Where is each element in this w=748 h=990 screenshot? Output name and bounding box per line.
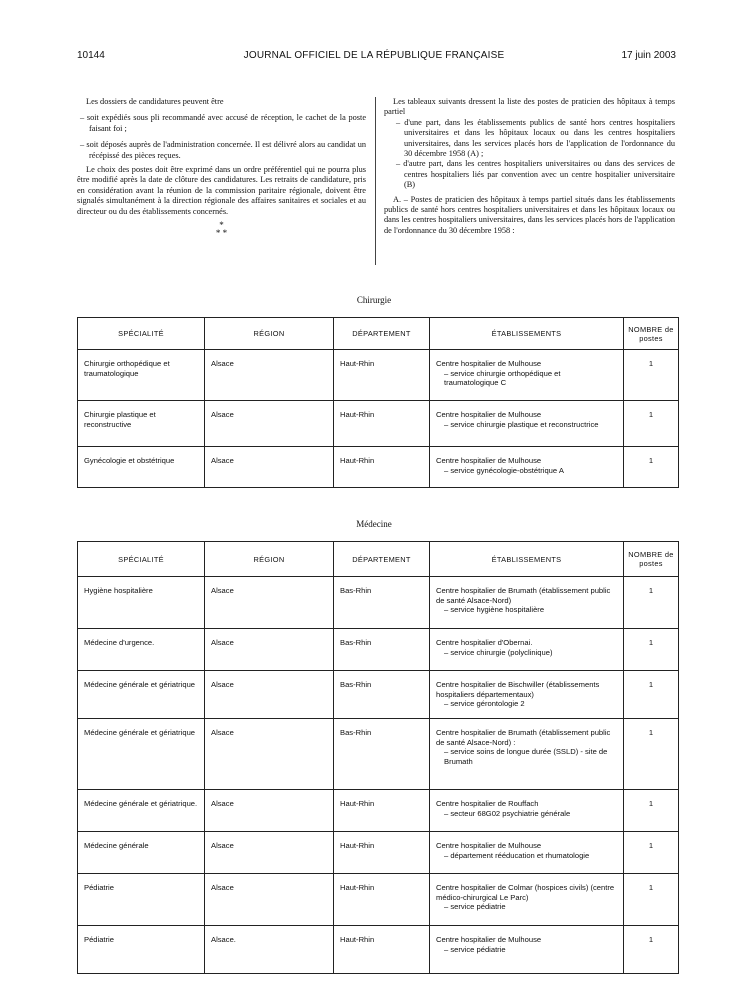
cell-departement: Bas-Rhin xyxy=(334,629,430,671)
cell-nombre: 1 xyxy=(624,926,679,974)
right-bullet-2: – d'autre part, dans les centres hospitaliers universitaires ou dans des services de centres hospitaliers liés par convention avec un centre hospitalier universitaire (B) xyxy=(396,159,675,190)
column-divider xyxy=(375,97,376,265)
cell-region: Alsace xyxy=(205,447,334,488)
cell-specialite: Médecine générale et gériatrique. xyxy=(78,790,205,832)
cell-etablissement xyxy=(430,401,624,447)
col-header-etablissements: ÉTABLISSEMENTS xyxy=(430,318,624,350)
table-row xyxy=(78,719,679,790)
cell-etablissement xyxy=(430,874,624,926)
cell-region: Alsace xyxy=(205,790,334,832)
cell-region: Alsace xyxy=(205,832,334,874)
cell-nombre: 1 xyxy=(624,577,679,629)
cell-departement: Haut-Rhin xyxy=(334,926,430,974)
service-name: – service soins de longue durée (SSLD) - site de Brumath xyxy=(444,747,608,766)
etablissement-name: Centre hospitalier de Mulhouse xyxy=(436,359,542,368)
col-header-region: RÉGION xyxy=(205,318,334,350)
right-bullet-1: – d'une part, dans les établissements publics de santé hors centres hospitaliers universitaires et dans les hôpitaux locaux ou dans les centres hospitaliers universitaires, dans les services placés hors de l'application de l'ordonnance du 30 décembre 1958 (A) ; xyxy=(396,117,675,159)
service-name: – service gérontologie 2 xyxy=(444,699,525,709)
left-intro: Les dossiers de candidatures peuvent être xyxy=(86,97,224,106)
section-title-chirurgie: Chirurgie xyxy=(356,295,392,305)
journal-title: JOURNAL OFFICIEL DE LA RÉPUBLIQUE FRANÇAISE xyxy=(243,50,505,61)
cell-etablissement xyxy=(430,671,624,719)
cell-specialite: Hygiène hospitalière xyxy=(78,577,205,629)
cell-specialite: Médecine générale et gériatrique xyxy=(78,719,205,790)
etablissement-name: Centre hospitalier de Rouffach xyxy=(436,799,539,808)
cell-etablissement xyxy=(430,790,624,832)
cell-nombre: 1 xyxy=(624,671,679,719)
cell-region: Alsace xyxy=(205,401,334,447)
service-name: – service pédiatrie xyxy=(444,902,506,912)
cell-etablissement xyxy=(430,350,624,401)
table-row xyxy=(78,401,679,447)
cell-etablissement xyxy=(430,629,624,671)
cell-region: Alsace. xyxy=(205,926,334,974)
table-medecine xyxy=(77,541,679,974)
cell-region: Alsace xyxy=(205,719,334,790)
cell-etablissement xyxy=(430,447,624,488)
cell-departement: Haut-Rhin xyxy=(334,401,430,447)
issue-date: 17 juin 2003 xyxy=(621,50,676,61)
cell-departement: Haut-Rhin xyxy=(334,447,430,488)
cell-nombre: 1 xyxy=(624,719,679,790)
cell-nombre: 1 xyxy=(624,790,679,832)
service-name: – service pédiatrie xyxy=(444,944,506,954)
service-name: – service chirurgie plastique et reconstructrice xyxy=(444,419,599,429)
cell-region: Alsace xyxy=(205,671,334,719)
etablissement-name: Centre hospitalier de Bischwiller (établissements hospitaliers départementaux) xyxy=(436,680,600,699)
separator-stars: * * * xyxy=(215,220,228,239)
cell-nombre: 1 xyxy=(624,350,679,401)
cell-specialite: Médecine d'urgence. xyxy=(78,629,205,671)
left-bullet-2: – soit déposés auprès de l'administration concernée. Il est délivré alors au candidat un récépissé des pièces reçues. xyxy=(80,140,366,160)
cell-nombre: 1 xyxy=(624,832,679,874)
right-intro: Les tableaux suivants dressent la liste des postes de praticien des hôpitaux à temps partiel xyxy=(384,97,675,117)
etablissement-name: Centre hospitalier de Mulhouse xyxy=(436,410,542,419)
cell-region: Alsace xyxy=(205,577,334,629)
col-header-departement: DÉPARTEMENT xyxy=(334,542,430,577)
table-row xyxy=(78,832,679,874)
left-paragraph: Le choix des postes doit être exprimé dans un ordre préférentiel qui ne pourra plus être modifié après la date de clôture des candidatures. Les retraits de candidature, pris en considération avant la réunion de la commission paritaire régionale, doivent être signalés simultanément à la direction régionale des affaires sanitaires et sociales et au directeur ou du des établissements concernés. xyxy=(77,165,366,216)
left-bullet-1: – soit expédiés sous pli recommandé avec accusé de réception, le cachet de la poste faisant foi ; xyxy=(80,113,366,133)
service-name: – service chirurgie (polyclinique) xyxy=(444,647,553,657)
cell-etablissement xyxy=(430,577,624,629)
table-row xyxy=(78,350,679,401)
table-row xyxy=(78,874,679,926)
cell-specialite: Gynécologie et obstétrique xyxy=(78,447,205,488)
col-header-etablissements: ÉTABLISSEMENTS xyxy=(430,542,624,577)
table-row xyxy=(78,447,679,488)
section-title-medecine: Médecine xyxy=(356,519,392,529)
cell-nombre: 1 xyxy=(624,874,679,926)
etablissement-name: Centre hospitalier de Mulhouse xyxy=(436,935,542,944)
col-header-specialite: SPÉCIALITÉ xyxy=(78,542,205,577)
cell-specialite: Médecine générale et gériatrique xyxy=(78,671,205,719)
col-header-departement: DÉPARTEMENT xyxy=(334,318,430,350)
col-header-nombre: NOMBRE de postes xyxy=(624,542,679,577)
left-column xyxy=(77,97,366,237)
right-paragraph: A. – Postes de praticien des hôpitaux à temps partiel situés dans les établissements publics de santé hors centres hospitaliers universitaires et dans les hôpitaux locaux ou dans les centres hospitaliers universitaires, dans les services placés hors de l'application de l'ordonnance du 30 décembre 1958 : xyxy=(384,194,675,235)
cell-etablissement xyxy=(430,926,624,974)
service-name: – service hygiène hospitalière xyxy=(444,605,545,615)
cell-etablissement xyxy=(430,832,624,874)
cell-region: Alsace xyxy=(205,350,334,401)
cell-specialite: Médecine générale xyxy=(78,832,205,874)
etablissement-name: Centre hospitalier de Mulhouse xyxy=(436,841,542,850)
cell-specialite: Pédiatrie xyxy=(78,926,205,974)
cell-region: Alsace xyxy=(205,874,334,926)
col-header-region: RÉGION xyxy=(205,542,334,577)
service-name: – service chirurgie orthopédique et traumatologique C xyxy=(444,368,561,388)
table-row xyxy=(78,671,679,719)
page-number: 10144 xyxy=(77,50,105,61)
table-chirurgie xyxy=(77,317,679,488)
right-column xyxy=(384,97,675,236)
cell-specialite: Chirurgie orthopédique et traumatologique xyxy=(78,350,205,401)
table-row xyxy=(78,790,679,832)
table-row xyxy=(78,629,679,671)
cell-nombre: 1 xyxy=(624,629,679,671)
table-row xyxy=(78,926,679,974)
cell-departement: Bas-Rhin xyxy=(334,577,430,629)
cell-departement: Haut-Rhin xyxy=(334,874,430,926)
col-header-nombre: NOMBRE de postes xyxy=(624,318,679,350)
etablissement-name: Centre hospitalier de Brumath (établissement public de santé Alsace-Nord) xyxy=(436,586,611,605)
etablissement-name: Centre hospitalier de Mulhouse xyxy=(436,456,542,465)
service-name: – secteur 68G02 psychiatrie générale xyxy=(444,808,571,818)
cell-region: Alsace xyxy=(205,629,334,671)
cell-specialite: Pédiatrie xyxy=(78,874,205,926)
cell-specialite: Chirurgie plastique et reconstructive xyxy=(78,401,205,447)
service-name: – service gynécologie-obstétrique A xyxy=(444,465,564,475)
cell-departement: Bas-Rhin xyxy=(334,671,430,719)
cell-departement: Haut-Rhin xyxy=(334,350,430,401)
etablissement-name: Centre hospitalier de Brumath (établissement public de santé Alsace-Nord) : xyxy=(436,728,611,747)
cell-nombre: 1 xyxy=(624,401,679,447)
service-name: – département rééducation et rhumatologie xyxy=(444,850,590,860)
col-header-specialite: SPÉCIALITÉ xyxy=(78,318,205,350)
etablissement-name: Centre hospitalier de Colmar (hospices civils) (centre médico-chirurgical Le Parc) xyxy=(436,883,615,902)
cell-departement: Haut-Rhin xyxy=(334,832,430,874)
table-row xyxy=(78,577,679,629)
etablissement-name: Centre hospitalier d'Obernai. xyxy=(436,638,533,647)
cell-departement: Bas-Rhin xyxy=(334,719,430,790)
cell-nombre: 1 xyxy=(624,447,679,488)
cell-departement: Haut-Rhin xyxy=(334,790,430,832)
cell-etablissement xyxy=(430,719,624,790)
